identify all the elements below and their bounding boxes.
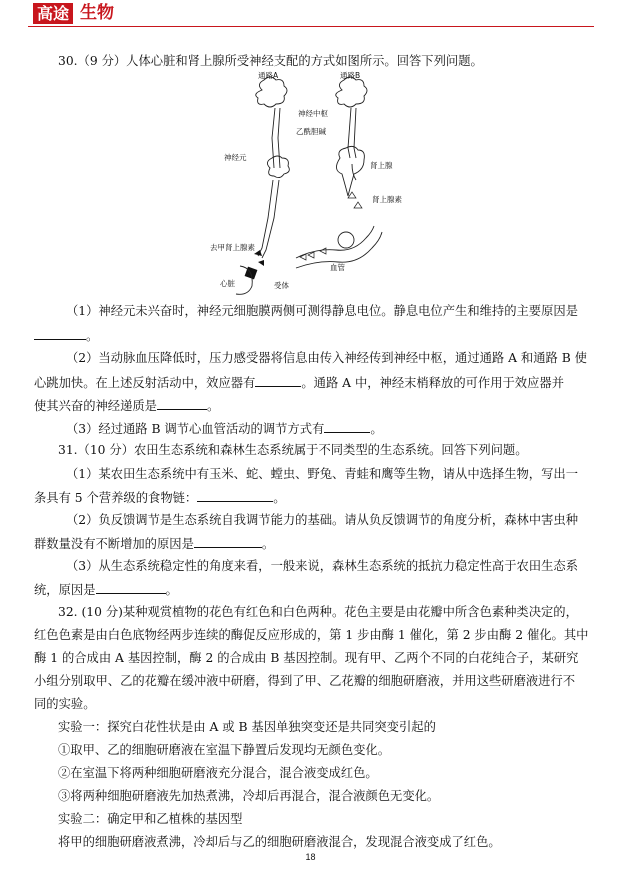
answer-blank[interactable]: [255, 375, 301, 387]
q31-part1-line2: 条具有 5 个营养级的食物链： 。: [34, 491, 286, 505]
q30-part3: （3）经过通路 B 调节心血管活动的调节方式有 。: [66, 422, 383, 436]
diagram-svg: [200, 68, 420, 298]
label-noradrenaline: 去甲肾上腺素: [210, 243, 255, 252]
q30-part2-line2: 心跳加快。在上述反射活动中，效应器有 。通路 A 中，神经末梢释放的可作用于效应器并: [34, 376, 564, 390]
q30-stem: 30.（9 分）人体心脏和肾上腺所受神经支配的方式如图所示。回答下列问题。: [58, 54, 483, 68]
label-receptor: 受体: [274, 281, 289, 290]
q32-experiment2-desc: 将甲的细胞研磨液煮沸，冷却后与乙的细胞研磨液混合，发现混合液变成了红色。: [58, 835, 501, 849]
label-acetylcholine: 乙酰胆碱: [296, 127, 326, 136]
q32-experiment1-title: 实验一：探究白花性状是由 A 或 B 基因单独突变还是共同突变引起的: [58, 720, 436, 734]
subject-label: 生物: [80, 3, 114, 23]
page-number: 18: [305, 852, 316, 862]
label-adrenal-gland: 肾上腺: [370, 161, 393, 170]
answer-blank[interactable]: [197, 490, 273, 502]
answer-blank[interactable]: [34, 328, 86, 340]
page-header: [0, 0, 621, 30]
q31-part3-line1: （3）从生态系统稳定性的角度来看，一般来说，森林生态系统的抵抗力稳定性高于农田生态系: [66, 559, 578, 573]
q31-part2-line2: 群数量没有不断增加的原因是 。: [34, 537, 275, 551]
label-pathway-b: 通路B: [340, 71, 361, 80]
q31-part2-line1: （2）负反馈调节是生态系统自我调节能力的基础。请从负反馈调节的角度分析，森林中害虫种: [66, 513, 578, 527]
q32-line2: 红色色素是由白色底物经两步连续的酶促反应形成的，第 1 步由酶 1 催化，第 2 步由酶 2 催化。其中: [34, 628, 589, 642]
q32-line1: 32. (10 分)某种观赏植物的花色有红色和白色两种。花色主要是由花瓣中所含色素种类决定的，: [58, 605, 578, 619]
header-divider: [28, 26, 594, 27]
label-blood-vessel: 血管: [330, 263, 345, 272]
label-heart: 心脏: [220, 279, 235, 288]
brand-logo: 高途: [33, 3, 73, 24]
q32-experiment2-title: 实验二：确定甲和乙植株的基因型: [58, 812, 243, 826]
answer-blank[interactable]: [157, 398, 207, 410]
q32-line3: 酶 1 的合成由 A 基因控制，酶 2 的合成由 B 基因控制。现有甲、乙两个不同的白花纯合子，某研究: [34, 651, 579, 665]
label-adrenaline: 肾上腺素: [372, 195, 402, 204]
nerve-innervation-diagram: [200, 68, 420, 298]
q31-stem: 31.（10 分）农田生态系统和森林生态系统属于不同类型的生态系统。回答下列问题。: [58, 443, 528, 457]
q32-experiment1-step1: ①取甲、乙的细胞研磨液在室温下静置后发现均无颜色变化。: [58, 743, 391, 757]
answer-blank[interactable]: [194, 536, 262, 548]
q30-part2-line3: 使其兴奋的神经递质是 。: [34, 399, 220, 413]
q30-part1-line2: 。: [34, 328, 98, 344]
q32-experiment1-step2: ②在室温下将两种细胞研磨液充分混合，混合液变成红色。: [58, 766, 378, 780]
label-pathway-a: 通路A: [258, 71, 279, 80]
q32-line5: 同的实验。: [34, 697, 96, 711]
q32-experiment1-step3: ③将两种细胞研磨液先加热煮沸，冷却后再混合，混合液颜色无变化。: [58, 789, 440, 803]
answer-blank[interactable]: [324, 421, 370, 433]
label-neuron: 神经元: [224, 153, 247, 162]
q31-part3-line2: 统，原因是 。: [34, 583, 178, 597]
q30-part1-line1: （1）神经元未兴奋时，神经元细胞膜两侧可测得静息电位。静息电位产生和维持的主要原因是: [66, 304, 578, 318]
label-nerve-center: 神经中枢: [298, 109, 328, 118]
q30-part2-line1: （2）当动脉血压降低时，压力感受器将信息由传入神经传到神经中枢，通过通路 A 和通路 B 使: [66, 351, 587, 365]
q31-part1-line1: （1）某农田生态系统中有玉米、蛇、螳虫、野兔、青蛙和鹰等生物，请从中选择生物，写出一: [66, 467, 578, 481]
answer-blank[interactable]: [96, 582, 166, 594]
q32-line4: 小组分别取甲、乙的花瓣在缓冲液中研磨，得到了甲、乙花瓣的细胞研磨液，并用这些研磨液进行不: [34, 674, 576, 688]
